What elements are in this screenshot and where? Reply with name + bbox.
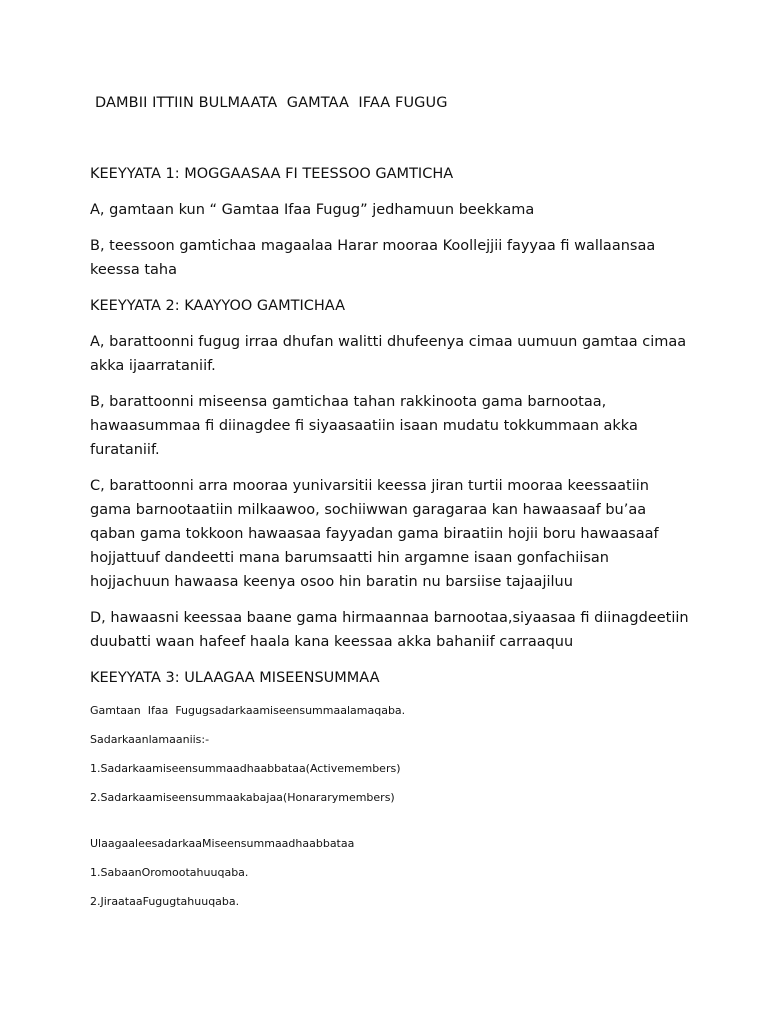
document-body [90, 162, 690, 922]
section-1-heading: KEEYYATA 1: MOGGAASAA FI TEESSOO GAMTICHA [90, 166, 454, 182]
section-2-paragraph-d: D, hawaasni keessaa baane gama hirmaannaa barnootaa,siyaasaa fi diinagdeetiin duubatti waan hafeef haala kana keessaa akka bahaniif carraaquu [90, 610, 689, 650]
document-title: DAMBII ITTIIN BULMAATA GAMTAA IFAA FUGUG [95, 95, 448, 111]
section-1-paragraph-a: A, gamtaan kun “ Gamtaa Ifaa Fugug” jedhamuun beekkama [90, 202, 535, 218]
section-1-paragraph-b: B, teessoon gamtichaa magaalaa Harar mooraa Koollejjii fayyaa fi wallaansaa keessa taha [90, 238, 656, 278]
spacer [90, 818, 690, 835]
section-3-lines [90, 702, 690, 911]
section-3-line: 2.JiraataaFugugtahuuqaba. [90, 895, 240, 908]
section-3-line: Gamtaan Ifaa Fugugsadarkaamiseensummaalamaqaba. [90, 704, 406, 717]
section-3-line: 1.Sadarkaamiseensummaadhaabbataa(Activemembers) [90, 762, 401, 775]
section-3-line: 1.SabaanOromootahuuqaba. [90, 866, 249, 879]
section-2-heading: KEEYYATA 2: KAAYYOO GAMTICHAA [90, 298, 345, 314]
section-3-heading: KEEYYATA 3: ULAAGAA MISEENSUMMAA [90, 670, 380, 686]
section-3-line: 2.Sadarkaamiseensummaakabajaa(Honararymembers) [90, 791, 395, 804]
section-3-subheading: UlaagaaleesadarkaaMiseensummaadhaabbataa [90, 837, 355, 850]
section-2-paragraph-b: B, barattoonni miseensa gamtichaa tahan rakkinoota gama barnootaa, hawaasummaa fi diinagdee fi siyaasaatiin isaan mudatu tokkummaan akka furataniif. [90, 394, 638, 458]
section-3-line: Sadarkaanlamaaniis:- [90, 733, 210, 746]
section-2-paragraph-a: A, barattoonni fugug irraa dhufan walitti dhufeenya cimaa uumuun gamtaa cimaa akka ijaarrataniif. [90, 334, 687, 374]
section-2-paragraph-c: C, barattoonni arra mooraa yunivarsitii keessa jiran turtii mooraa keessaatiin gama barnootaatiin milkaawoo, sochiiwwan garagaraa kan hawaasaaf bu’aa qaban gama tokkoon hawaasaa fayyadan gama biraatiin hojii boru hawaasaaf hojjattuuf dandeetti mana barumsaatti hin argamne isaan gonfachiisan hojjachuun hawaasa keenya osoo hin baratin nu barsiise tajaajiluu [90, 478, 659, 590]
